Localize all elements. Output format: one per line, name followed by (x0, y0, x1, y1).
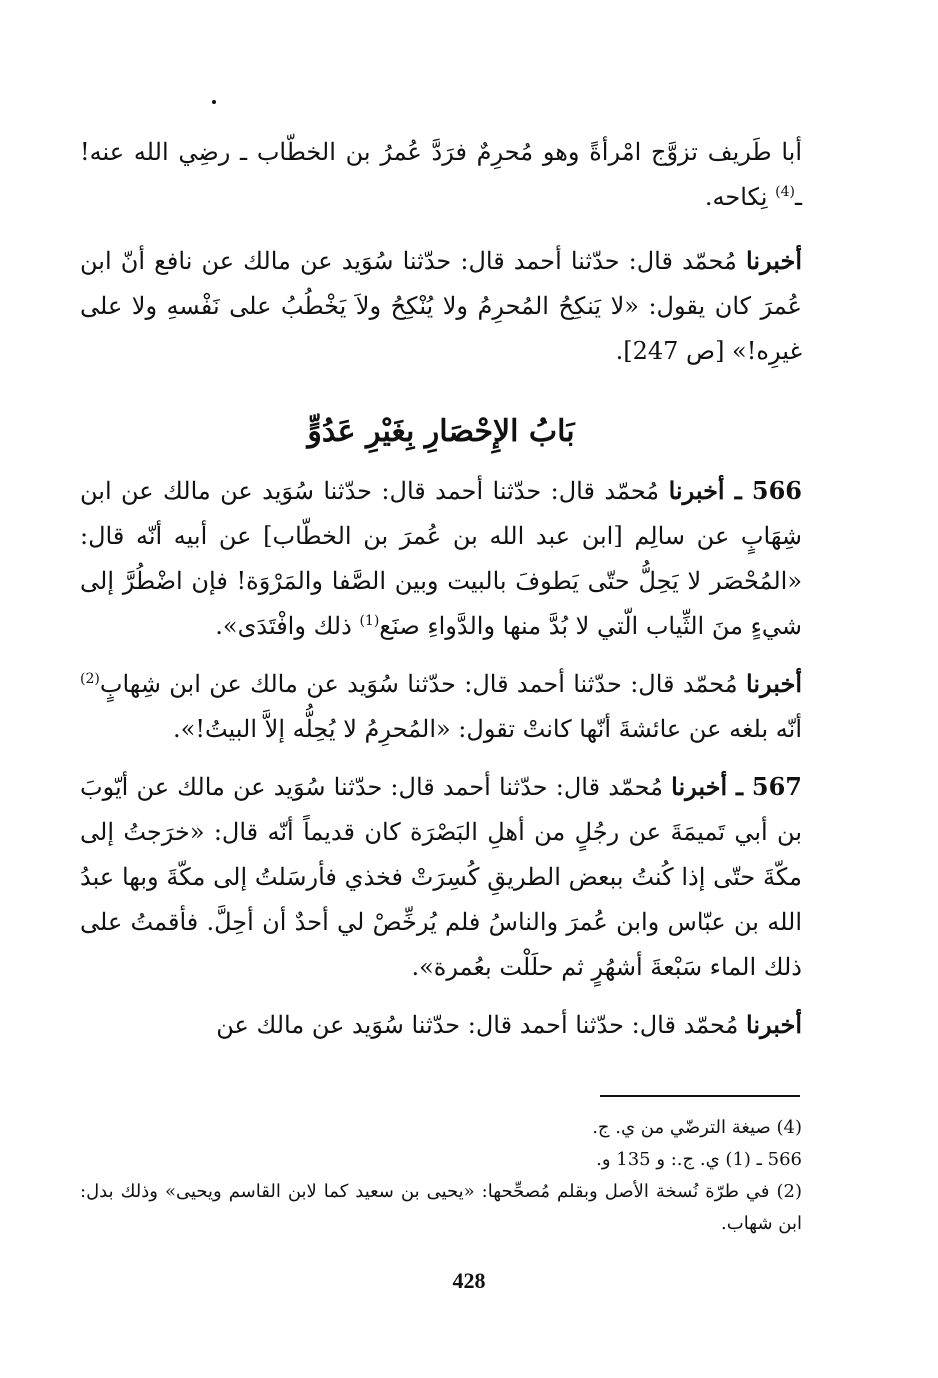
footnotes (80, 1112, 802, 1240)
paragraph-text-end: نِكاحه. (704, 183, 768, 211)
paragraph-continuation (80, 130, 802, 220)
paragraph-566 (80, 468, 802, 649)
hadith-dash: ـ (727, 772, 752, 801)
paragraph-text: مُحمّد قال: حدّثنا أحمد قال: حدّثنا سُوَيد عن مالك عن ابن شِهَابٍ عن سالِم [ابن عبد الله بن عُمرَ بن الخطّاب] عن أبيه أنّه قال: «المُحْصَر لا يَحِلُّ حتّى يَطوفَ بالبيت وبين الصَّفا والمَرْوَة! فإن اضْطُرَّ إلى شيءٍ منَ الثِّياب الّتي لا بُدَّ منها والدَّواءِ صنَع (80, 477, 802, 640)
stray-dot (212, 100, 216, 104)
paragraph-text-end: ذلك وافْتَدَى». (215, 612, 352, 640)
paragraph-567 (80, 764, 802, 990)
footnote-item: 566 ـ (1) ي. ج.: و 135 و. (596, 1149, 802, 1170)
paragraph-hadith-2 (80, 661, 802, 752)
footnote-divider (600, 1095, 800, 1097)
hadith-number: 567 (751, 772, 802, 801)
footnote-ref: (1) (359, 613, 380, 629)
paragraph-hadith (80, 238, 802, 374)
lead-word: أخبرنا (746, 246, 802, 275)
paragraph-text: مُحمّد قال: حدّثنا أحمد قال: حدّثنا سُوَيد عن مالك عن ابن شِهابٍ (99, 670, 738, 698)
lead-word: أخبرنا (746, 1010, 802, 1039)
hadith-number: 566 (751, 476, 802, 505)
paragraph-text: مُحمّد قال: حدّثنا أحمد قال: حدّثنا سُوَيد عن مالك عن أيّوبَ بن أبي تَميمَةَ عن رجُلٍ من أهلِ البَصْرَة كان قديماً أنّه قال: «خرَجتُ إلى مكّةَ حتّى إذا كُنتُ ببعض الطريقِ كُسِرَتْ فخذي فأرسَلتُ إلى مكّةَ وبها عبدُ الله بن عبّاس وابن عُمرَ والناسُ فلم يُرخِّصْ لي أحدٌ أن أحِلَّ. فأقمتُ على ذلك الماء سَبْعةَ أشهُرٍ ثم حلَلْت بعُمرة». (80, 773, 802, 981)
footnote-item: (2) في طرّة نُسخة الأصل وبقلم مُصحِّحها: «يحيى بن سعيد كما لابن القاسم ويحيى» وذلك بدل: ابن شهاب. (80, 1181, 802, 1234)
paragraph-hadith-3 (80, 1002, 802, 1048)
footnote-ref: (4) (775, 184, 795, 200)
main-text (80, 130, 802, 1060)
page-number: 428 (452, 1268, 486, 1293)
footnote-ref: (2) (80, 671, 100, 687)
hadith-dash: ـ (724, 476, 752, 505)
paragraph-text: مُحمّد قال: حدّثنا أحمد قال: حدّثنا سُوَيد عن مالك عن نافع أنّ ابن عُمرَ كان يقول: «لا يَنكِحُ المُحرِمُ ولا يُنْكِحُ ولاَ يَخْطُبُ على نَفْسهِ ولا على غيرِه!» [ص 247]. (80, 247, 802, 365)
lead-word: أخبرنا (746, 669, 802, 698)
paragraph-text: مُحمّد قال: حدّثنا أحمد قال: حدّثنا سُوَيد عن مالك عن (216, 1011, 739, 1039)
footnote-item: (4) صيغة الترضّي من ي. ج. (592, 1117, 802, 1138)
paragraph-text-end: أنّه بلغه عن عائشةَ أنّها كانتْ تقول: «المُحرِمُ لا يُحِلُّه إلاَّ البيتُ!». (173, 715, 802, 743)
paragraph-text: أبا طَريف تزوَّج امْرأةً وهو مُحرِمٌ فرَدَّ عُمرُ بن الخطّاب ـ رضِي الله عنه! ـ (80, 138, 802, 211)
chapter-title: بَابُ الإِحْصَارِ بِغَيْرِ عَدُوٍّ (307, 414, 575, 449)
lead-word: أخبرنا (668, 476, 725, 505)
lead-word: أخبرنا (671, 772, 728, 801)
